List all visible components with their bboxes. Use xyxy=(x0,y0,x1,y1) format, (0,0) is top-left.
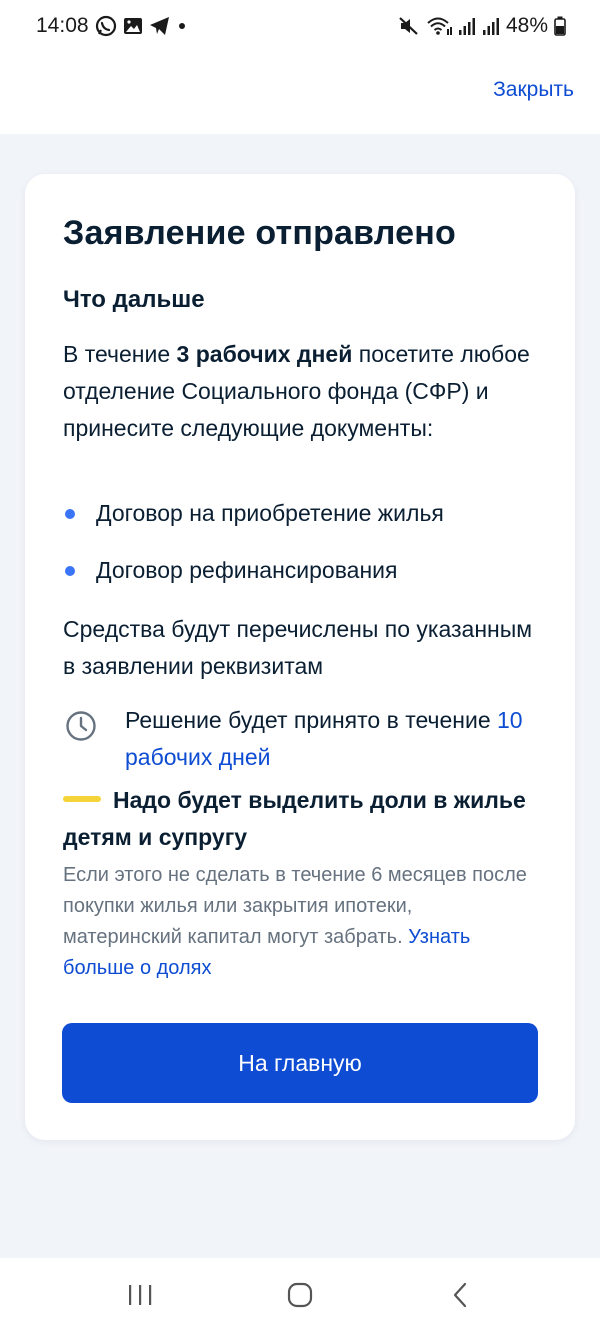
battery-icon xyxy=(554,16,566,36)
learn-more-link[interactable]: Узнать больше о долях xyxy=(63,926,471,979)
status-bar-left xyxy=(36,14,187,38)
top-bar xyxy=(0,52,600,134)
result-card xyxy=(25,174,575,1140)
wifi-icon xyxy=(426,16,452,36)
battery-percent: 48% xyxy=(505,14,548,37)
telegram-icon xyxy=(149,16,171,36)
warning-bar-icon xyxy=(63,796,101,802)
recent-apps-icon[interactable] xyxy=(100,1265,180,1325)
warning-title-text: Надо будет выделить доли в жилье детям и супругу xyxy=(63,787,526,850)
decision-days-link[interactable]: 10 рабочих дней xyxy=(125,707,523,770)
home-icon[interactable] xyxy=(260,1265,340,1325)
decision-text xyxy=(125,702,525,776)
clock-icon xyxy=(65,710,97,747)
section-subtitle: Что дальше xyxy=(63,286,205,313)
signal-icon xyxy=(458,16,476,36)
warning-title xyxy=(63,782,553,856)
status-time: 14:08 xyxy=(36,14,89,37)
viber-icon xyxy=(95,15,117,37)
intro-text-rest: посетите любое отделение Социального фонда (СФР) и принесите следующие документы: xyxy=(63,341,530,441)
bullet-dot-icon xyxy=(65,566,75,576)
document-label: Договор на приобретение жилья xyxy=(96,500,444,526)
document-label: Договор рефинансирования xyxy=(96,557,398,583)
list-item xyxy=(63,557,397,584)
close-link[interactable]: Закрыть xyxy=(493,78,574,101)
funds-text: Средства будут перечислены по указанным в заявлении реквизитам xyxy=(63,616,533,679)
warning-note xyxy=(63,860,533,984)
deadline-bold: 3 рабочих дней xyxy=(176,341,353,367)
gallery-icon xyxy=(123,16,143,36)
intro-text: В течение xyxy=(63,341,177,367)
back-icon[interactable] xyxy=(420,1265,500,1325)
decision-text-pre: Решение будет принято в течение xyxy=(125,707,497,733)
signal-icon xyxy=(482,16,500,36)
list-item xyxy=(63,500,444,527)
status-bar xyxy=(0,0,600,52)
warning-note-text: Если этого не сделать в течение 6 месяцев после покупки жилья или закрытия ипотеки, материнский капитал могут забрать. xyxy=(63,864,527,948)
home-button[interactable]: На главную xyxy=(62,1023,538,1103)
dot-icon xyxy=(177,21,187,31)
status-bar-right xyxy=(398,14,566,38)
page-title: Заявление отправлено xyxy=(63,214,456,252)
instructions-text xyxy=(63,336,533,447)
system-nav-bar xyxy=(0,1258,600,1332)
bullet-dot-icon xyxy=(65,509,75,519)
mute-icon xyxy=(398,16,420,36)
